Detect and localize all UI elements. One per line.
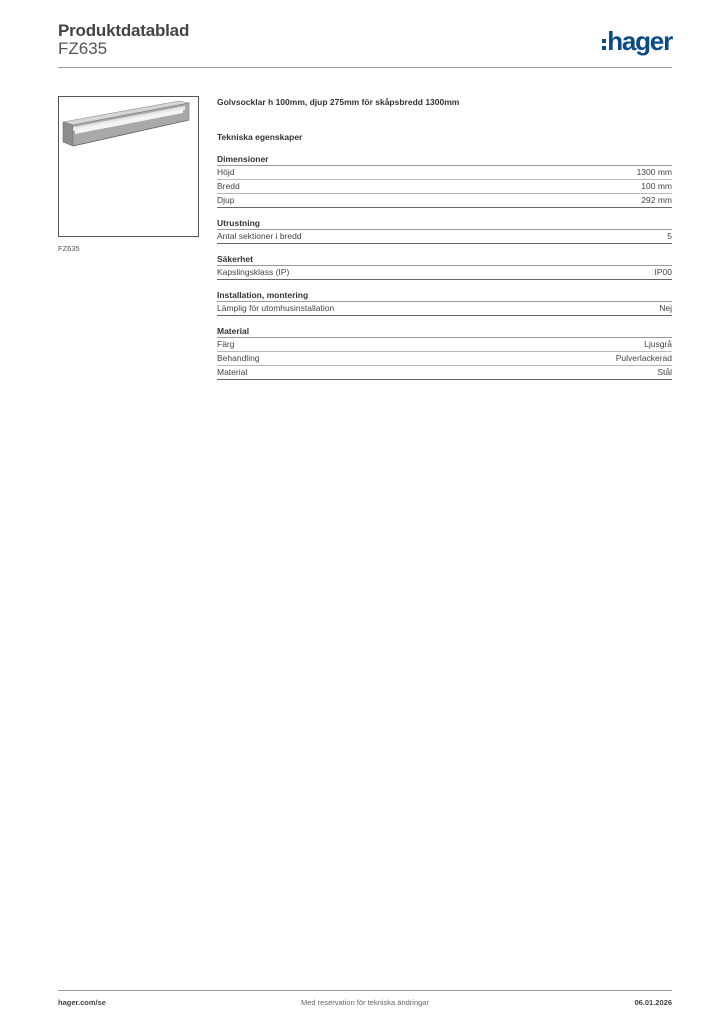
logo-text: hager	[607, 26, 672, 56]
section-title: Utrustning	[217, 217, 672, 230]
footer-website-link[interactable]: hager.com/se	[58, 998, 106, 1007]
hager-logo	[602, 27, 672, 55]
page-footer	[58, 998, 672, 1007]
footer-note: Med reservation för tekniska ändringar	[301, 998, 429, 1007]
spec-row	[217, 194, 672, 208]
footer-divider	[58, 990, 672, 991]
spec-label: Bredd	[217, 181, 240, 191]
product-code: FZ635	[58, 39, 108, 58]
header-divider	[58, 67, 672, 68]
section-dimensions	[217, 153, 672, 208]
spec-value: 100 mm	[641, 181, 672, 191]
spec-label: Färg	[217, 339, 235, 349]
section-material	[217, 325, 672, 380]
section-title: Material	[217, 325, 672, 338]
spec-label: Lämplig för utomhusinstallation	[217, 303, 335, 313]
product-details	[217, 95, 672, 380]
footer-date: 06.01.2026	[634, 998, 672, 1007]
spec-label: Behandling	[217, 353, 260, 363]
section-installation	[217, 289, 672, 316]
spec-row	[217, 166, 672, 180]
document-title: Produktdatablad	[58, 21, 190, 40]
spec-value: Ljusgrå	[644, 339, 672, 349]
spec-value: Pulverlackerad	[615, 353, 672, 363]
section-title: Installation, montering	[217, 289, 672, 302]
spec-value: 1300 mm	[636, 167, 672, 177]
section-title: Säkerhet	[217, 253, 672, 266]
spec-label: Höjd	[217, 167, 235, 177]
technical-properties-heading: Tekniska egenskaper	[217, 132, 303, 142]
spec-value: IP00	[654, 267, 672, 277]
spec-label: Material	[217, 367, 248, 377]
spec-label: Djup	[217, 195, 235, 205]
spec-label: Kapslingsklass (IP)	[217, 267, 290, 277]
section-safety	[217, 253, 672, 280]
floor-plinth-product-image	[59, 97, 198, 236]
spec-row	[217, 352, 672, 366]
section-equipment	[217, 217, 672, 244]
spec-row	[217, 230, 672, 244]
spec-row	[217, 180, 672, 194]
spec-row	[217, 366, 672, 380]
section-title: Dimensioner	[217, 153, 672, 166]
spec-value: 5	[667, 231, 672, 241]
spec-value: Nej	[659, 303, 672, 313]
spec-row	[217, 338, 672, 352]
spec-label: Antal sektioner i bredd	[217, 231, 302, 241]
spec-value: 292 mm	[641, 195, 672, 205]
spec-value: Stål	[657, 367, 672, 377]
product-description: Golvsocklar h 100mm, djup 275mm för skåpsbredd 1300mm	[217, 97, 460, 107]
spec-row	[217, 266, 672, 280]
image-caption: FZ635	[58, 244, 80, 253]
logo-colon-icon	[602, 39, 606, 50]
spec-row	[217, 302, 672, 316]
product-image	[58, 96, 199, 237]
